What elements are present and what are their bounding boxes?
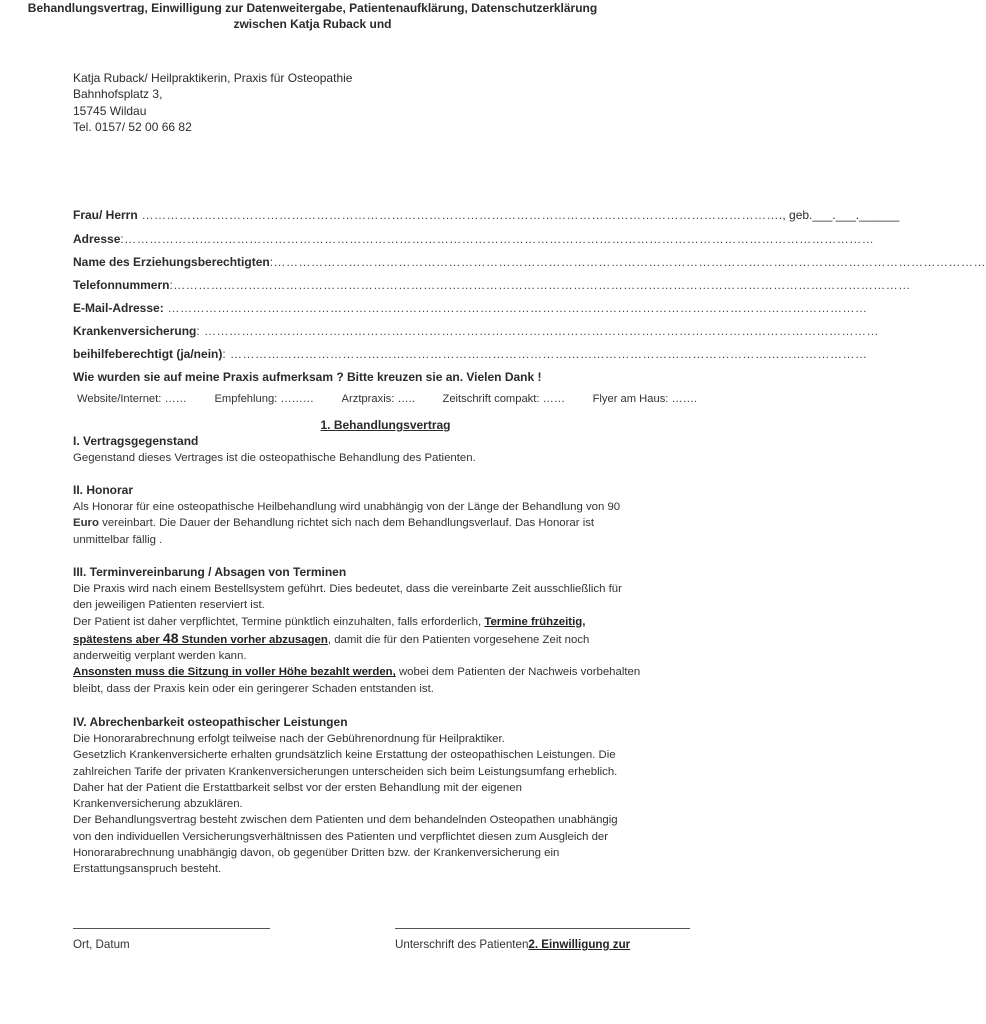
currency-euro: Euro	[73, 517, 99, 530]
deadline-suffix: Stunden vorher abzusagen	[178, 633, 328, 646]
clause-4-line: von den individuellen Versicherungsverhältnissen des Patienten und verpflichtet diesen zum Ausgleich der	[73, 830, 609, 843]
clause-3-line5: anderweitig verplant werden kann.	[73, 650, 247, 663]
patient-signature-text: Unterschrift des Patienten	[395, 938, 529, 951]
beihilfe-label: beihilfeberechtigt (ja/nein)	[73, 347, 223, 361]
insurance-dots: : ………………………………………………………………………………………………………………………………………………	[196, 324, 880, 338]
referral-option-magazine[interactable]: Zeitschrift compakt: ……	[442, 393, 565, 405]
clause-4-line: Erstattungsanspruch besteht.	[73, 863, 222, 876]
clause-2-line2	[73, 515, 698, 531]
deadline-hours: 48	[162, 629, 179, 646]
email-dots: ……………………………………………………………………………………………………………………………………………………	[163, 301, 868, 315]
clause-4-line: Honorarabrechnung unabhängig davon, ob gegenüber Dritten bzw. der Krankenversicherung ein	[73, 847, 560, 860]
insurance-field[interactable]	[73, 322, 880, 340]
referral-option-doctor[interactable]: Arztpraxis: …..	[341, 393, 415, 405]
referral-question: Wie wurden sie auf meine Praxis aufmerksam ? Bitte kreuzen sie an. Vielen Dank !	[73, 370, 542, 384]
cancellation-deadline	[73, 629, 328, 646]
section-2-title: 2. Einwilligung zur	[528, 938, 631, 951]
clause-3-line3	[73, 614, 698, 630]
clause-3-line3-text: Der Patient ist daher verpflichtet, Termine pünktlich einzuhalten, falls erforderlich,	[73, 615, 485, 628]
clause-3-line2: den jeweiligen Patienten reserviert ist.	[73, 599, 265, 612]
address-field[interactable]	[73, 230, 875, 248]
beihilfe-field[interactable]	[73, 345, 868, 363]
address-label: Adresse	[73, 232, 121, 246]
section-1-title: 1. Behandlungsvertrag	[320, 418, 451, 432]
full-payment-notice: Ansonsten muss die Sitzung in voller Höhe bezahlt werden,	[73, 666, 396, 679]
patient-signature-label	[395, 938, 630, 951]
birthdate-blank[interactable]: ., geb.___.___.______	[779, 208, 900, 222]
name-dots: ………………………………………………………………………………………………………………………………………	[137, 208, 780, 222]
guardian-field[interactable]	[73, 253, 986, 271]
clause-2-heading: II. Honorar	[73, 483, 134, 497]
clause-3-line4-rest: , damit die für den Patienten vorgesehene Zeit noch	[327, 633, 590, 646]
guardian-dots: :………………………………………………………………………………………………………………………………………………………	[269, 255, 986, 269]
place-date-label: Ort, Datum	[73, 938, 130, 951]
clause-3-line4	[73, 630, 698, 648]
clause-3-line7: bleibt, dass der Praxis kein oder ein geringerer Schaden entstanden ist.	[73, 682, 434, 695]
practice-name: Katja Ruback/ Heilpraktikerin, Praxis für Osteopathie	[73, 71, 353, 85]
clause-4-line: Krankenversicherung abzuklären.	[73, 798, 243, 811]
contract-title-line2: zwischen Katja Ruback und	[233, 17, 392, 32]
clause-2-text	[73, 499, 698, 548]
phone-label: Telefonnummern	[73, 278, 170, 292]
clause-1-heading: I. Vertragsgegenstand	[73, 434, 199, 448]
practice-street: Bahnhofsplatz 3,	[73, 87, 163, 102]
referral-option-website[interactable]: Website/Internet: ……	[77, 393, 187, 405]
clause-3-heading: III. Terminvereinbarung / Absagen von Terminen	[73, 565, 347, 579]
practice-phone: Tel. 0157/ 52 00 66 82	[73, 119, 192, 134]
deadline-prefix: spätestens aber	[73, 633, 163, 646]
clause-4-line: Der Behandlungsvertrag besteht zwischen dem Patienten und dem behandelnden Osteopathen unabhängig	[73, 814, 618, 827]
clause-3-line6	[73, 664, 698, 680]
email-label: E-Mail-Adresse:	[73, 301, 164, 315]
clause-3-text	[73, 581, 698, 697]
clause-4-line: Die Honorarabrechnung erfolgt teilweise nach der Gebührenordnung für Heilpraktiker.	[73, 733, 505, 745]
clause-2-line1: Als Honorar für eine osteopathische Heilbehandlung wird unabhängig von der Länge der Behandlung von 90	[73, 501, 621, 513]
name-label: Frau/ Herrn	[73, 208, 138, 222]
place-date-signature-line[interactable]	[73, 928, 270, 929]
name-field[interactable]	[73, 206, 900, 224]
cancellation-notice: Termine frühzeitig,	[484, 615, 586, 628]
clause-3-line1: Die Praxis wird nach einem Bestellsystem geführt. Dies bedeutet, dass die vereinbarte Zeit ausschließlich für	[73, 583, 622, 595]
referral-option-recommendation[interactable]: Empfehlung: ………	[214, 393, 314, 405]
clause-3-line6-rest: wobei dem Patienten der Nachweis vorbehalten	[395, 666, 641, 679]
guardian-label: Name des Erziehungsberechtigten	[73, 255, 270, 269]
practice-city: 15745 Wildau	[73, 103, 147, 118]
clause-4-line: zahlreichen Tarife der privaten Krankenversicherungen unterscheiden sich beim Leistungsumfang erheblich.	[73, 765, 618, 778]
clause-4-line: Daher hat der Patient die Erstattbarkeit selbst vor der ersten Behandlung mit der eigenen	[73, 781, 522, 794]
practice-address	[73, 70, 698, 135]
beihilfe-dots: : ………………………………………………………………………………………………………………………………………	[222, 347, 868, 361]
clause-4-line: Gesetzlich Krankenversicherte erhalten grundsätzlich keine Erstattung der osteopathischen Leistungen. Die	[73, 749, 616, 762]
clause-1-text: Gegenstand dieses Vertrages ist die osteopathische Behandlung des Patienten.	[73, 452, 476, 464]
patient-signature-line[interactable]	[395, 928, 690, 929]
insurance-label: Krankenversicherung	[73, 324, 197, 338]
phone-dots: :……………………………………………………………………………………………………………………………………………………………	[169, 278, 911, 292]
phone-field[interactable]	[73, 276, 911, 294]
email-field[interactable]	[73, 299, 868, 317]
contract-title-line1: Behandlungsvertrag, Einwilligung zur Datenweitergabe, Patientenaufklärung, Datenschutzerklärung	[27, 1, 598, 15]
clause-4-text	[73, 731, 698, 878]
clause-2-line2-rest: vereinbart. Die Dauer der Behandlung richtet sich nach dem Behandlungsverlauf. Das Honorar ist	[98, 517, 595, 530]
referral-option-flyer[interactable]: Flyer am Haus: …….	[592, 393, 697, 405]
contract-title	[0, 0, 625, 33]
address-dots: :………………………………………………………………………………………………………………………………………………………………	[120, 232, 875, 246]
referral-options	[77, 393, 697, 405]
clause-2-line3: unmittelbar fällig .	[73, 533, 163, 546]
clause-4-heading: IV. Abrechenbarkeit osteopathischer Leistungen	[73, 715, 348, 729]
